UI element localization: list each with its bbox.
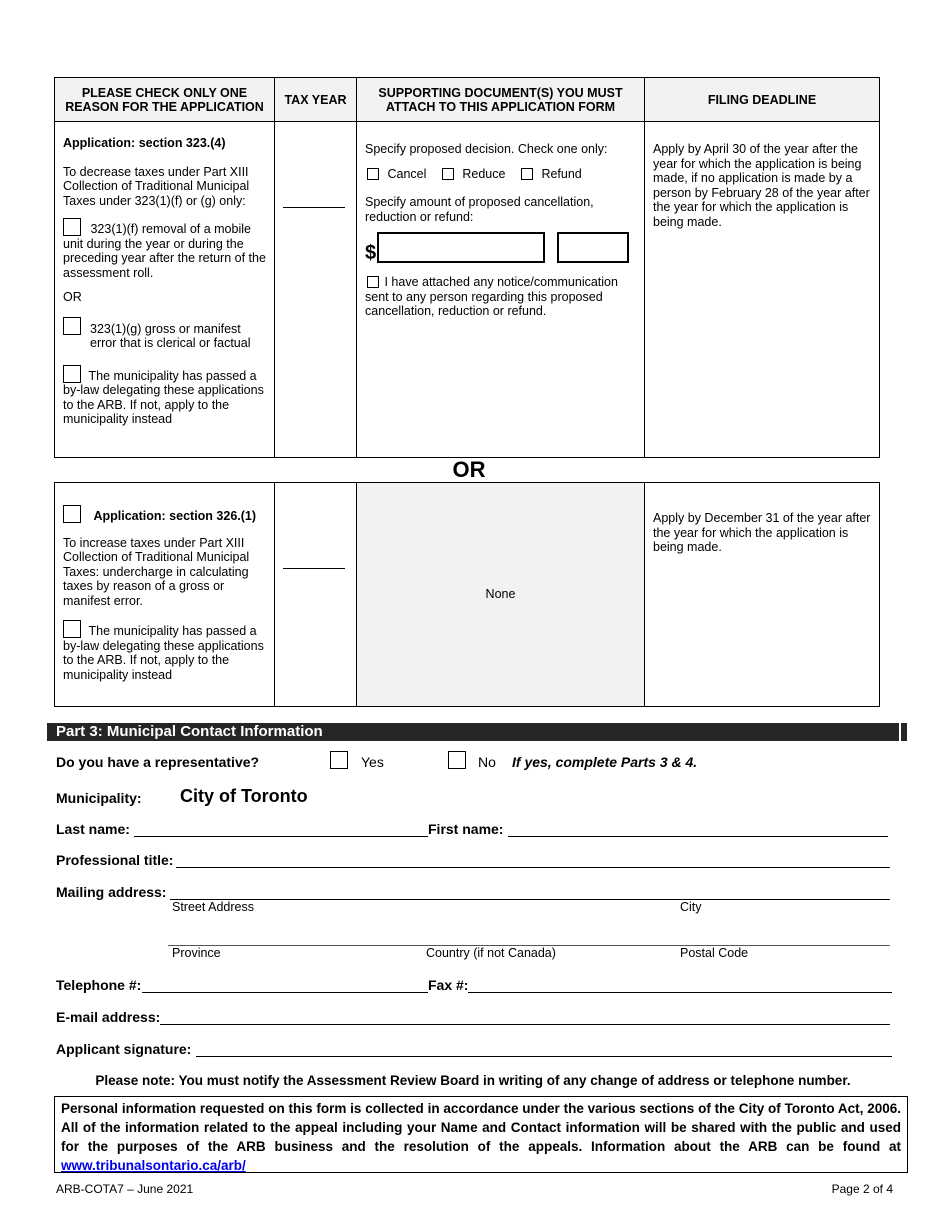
dollar-sign: $ xyxy=(365,242,377,264)
none-label: None xyxy=(485,587,516,602)
telephone-label: Telephone #: xyxy=(56,977,142,993)
option-323-1g: 323(1)(g) gross or manifest error that is clerical or factual xyxy=(63,317,266,351)
privacy-notice-box xyxy=(54,1096,908,1173)
email-label: E-mail address: xyxy=(56,1009,161,1025)
checkbox-attached-notice[interactable] xyxy=(367,276,379,288)
checkbox-reduce[interactable] xyxy=(442,168,454,180)
country-caption: Country (if not Canada) xyxy=(426,946,556,960)
application-323-title: Application: section 323.(4) xyxy=(63,136,226,150)
application-323-table xyxy=(54,77,880,458)
amount-input[interactable] xyxy=(377,232,545,263)
arb-website-link[interactable]: www.tribunalsontario.ca/arb/ xyxy=(61,1158,246,1173)
mailing-address-input[interactable] xyxy=(170,899,890,900)
supporting-docs-cell-326 xyxy=(357,483,645,707)
change-notice: Please note: You must notify the Assessment Review Board in writing of any change of address or telephone number. xyxy=(95,1073,851,1088)
telephone-input[interactable] xyxy=(142,992,428,993)
application-326-table xyxy=(54,482,880,707)
tax-year-cell-323 xyxy=(275,122,357,458)
email-input[interactable] xyxy=(160,1024,890,1025)
part3-header-bar xyxy=(47,723,907,741)
attached-notice: I have attached any notice/communication sent to any person regarding this proposed cancellation, reduction or refund. xyxy=(365,275,618,318)
checkbox-323-1g[interactable] xyxy=(63,317,81,335)
checkbox-representative-yes[interactable] xyxy=(330,751,348,769)
checkbox-cancel[interactable] xyxy=(367,168,379,180)
specify-amount-label: Specify amount of proposed cancellation, reduction or refund: xyxy=(365,195,594,224)
checkbox-refund[interactable] xyxy=(521,168,533,180)
yes-label: Yes xyxy=(361,754,384,770)
part3-header-end xyxy=(899,723,901,741)
if-yes-instruction: If yes, complete Parts 3 & 4. xyxy=(512,754,698,770)
checkbox-bylaw-326[interactable] xyxy=(63,620,81,638)
mailing-address-label: Mailing address: xyxy=(56,884,167,900)
postal-code-caption: Postal Code xyxy=(680,946,749,960)
bylaw-323: The municipality has passed a by-law delegating these applications to the ARB. If not, apply to the municipality instead xyxy=(63,365,266,427)
fax-label: Fax #: xyxy=(428,977,469,993)
first-name-input[interactable] xyxy=(508,836,888,837)
tax-year-cell-326 xyxy=(275,483,357,707)
checkbox-representative-no[interactable] xyxy=(448,751,466,769)
application-326-header xyxy=(63,505,266,524)
cancel-label: Cancel xyxy=(387,166,427,181)
header-filing-deadline: FILING DEADLINE xyxy=(645,78,880,122)
amount-row xyxy=(365,232,636,263)
municipality-value: City of Toronto xyxy=(180,786,308,806)
no-label: No xyxy=(478,754,496,770)
tax-year-input-326[interactable] xyxy=(283,567,345,569)
city-caption: City xyxy=(680,900,702,914)
signature-label: Applicant signature: xyxy=(56,1041,192,1057)
signature-input[interactable] xyxy=(196,1056,892,1057)
header-supporting-docs: SUPPORTING DOCUMENT(S) YOU MUST ATTACH TO THIS APPLICATION FORM xyxy=(357,78,645,122)
or-label-small: OR xyxy=(63,290,82,304)
deadline-cell-326 xyxy=(645,483,880,707)
application-326-desc: To increase taxes under Part XIII Collection of Traditional Municipal Taxes: undercharge in calculating taxes by reason of a gross or manifest error. xyxy=(63,535,250,608)
checkbox-326[interactable] xyxy=(63,505,81,523)
header-reason: PLEASE CHECK ONLY ONE REASON FOR THE APPLICATION xyxy=(55,78,275,122)
checkbox-323-1f[interactable] xyxy=(63,218,81,236)
last-name-input[interactable] xyxy=(134,836,428,837)
deadline-cell-323 xyxy=(645,122,880,458)
province-caption: Province xyxy=(172,946,221,960)
page-number: Page 2 of 4 xyxy=(831,1182,893,1196)
reason-cell-323 xyxy=(55,122,275,458)
header-tax-year: TAX YEAR xyxy=(275,78,357,122)
fax-input[interactable] xyxy=(468,992,892,993)
deadline-326-text: Apply by December 31 of the year after the year for which the application is being made. xyxy=(653,511,871,554)
first-name-label: First name: xyxy=(428,821,504,837)
application-326-title: Application: section 326.(1) xyxy=(93,509,257,523)
professional-title-label: Professional title: xyxy=(56,852,174,868)
specify-decision-label: Specify proposed decision. Check one only: xyxy=(365,142,608,156)
municipality-label: Municipality: xyxy=(56,790,142,806)
amount-cents-input[interactable] xyxy=(557,232,629,263)
tax-year-input-323[interactable] xyxy=(283,206,345,208)
last-name-label: Last name: xyxy=(56,821,130,837)
checkbox-bylaw-323[interactable] xyxy=(63,365,81,383)
part3-title: Part 3: Municipal Contact Information xyxy=(56,723,323,740)
privacy-text: Personal information requested on this form is collected in accordance under the various sections of the City of Toronto Act, 2006. All of the information related to the appeal including your Name and Contact information will be shared with the public and used for the purposes of the ARB business and the resolution of the appeals. Information about the ARB can be found at xyxy=(61,1101,901,1154)
option-323-1f: 323(1)(f) removal of a mobile unit during the year or during the preceding year after the return of the assessment roll. xyxy=(63,218,266,280)
or-divider: OR xyxy=(452,457,486,482)
street-address-caption: Street Address xyxy=(172,900,254,914)
professional-title-input[interactable] xyxy=(176,867,890,868)
representative-question: Do you have a representative? xyxy=(56,754,260,770)
supporting-docs-cell-323 xyxy=(357,122,645,458)
form-code: ARB-COTA7 – June 2021 xyxy=(56,1182,194,1196)
refund-label: Refund xyxy=(541,166,582,181)
application-323-desc: To decrease taxes under Part XIII Collection of Traditional Municipal Taxes under 323(1)(f) or (g) only: xyxy=(63,164,250,208)
bylaw-326: The municipality has passed a by-law delegating these applications to the ARB. If not, apply to the municipality instead xyxy=(63,620,266,682)
reduce-label: Reduce xyxy=(462,166,506,181)
reason-cell-326 xyxy=(55,483,275,707)
deadline-323-text: Apply by April 30 of the year after the year for which the application is being made, if no application is made by a person by February 28 of the year after the year for which the application is being made. xyxy=(653,142,870,229)
decision-options xyxy=(365,167,636,182)
